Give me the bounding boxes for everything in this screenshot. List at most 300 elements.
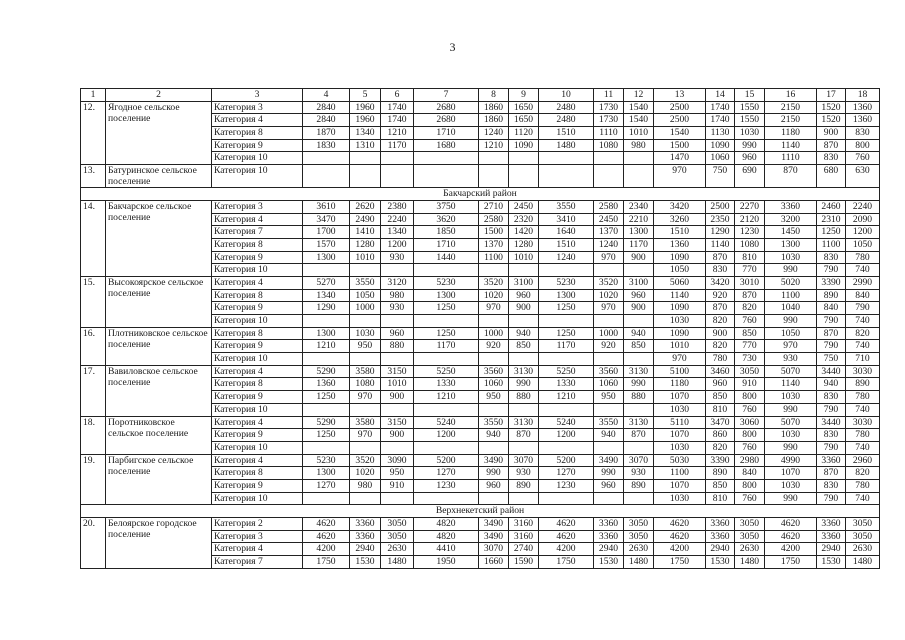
value-cell: 3050 xyxy=(735,518,765,531)
value-cell: 770 xyxy=(735,264,765,277)
value-cell xyxy=(624,152,654,165)
value-cell: 930 xyxy=(509,467,539,480)
value-cell: 3560 xyxy=(479,365,509,378)
value-cell: 4200 xyxy=(303,543,350,556)
value-cell: 3070 xyxy=(509,454,539,467)
value-cell xyxy=(539,165,594,188)
value-cell: 1860 xyxy=(479,114,509,127)
value-cell: 1140 xyxy=(765,139,817,152)
value-cell: 830 xyxy=(817,391,846,404)
value-cell: 3030 xyxy=(846,416,880,429)
value-cell: 1530 xyxy=(350,556,381,569)
value-cell: 1540 xyxy=(654,127,706,140)
settlement-name: Ягодное сельское поселение xyxy=(106,101,212,164)
value-cell: 900 xyxy=(817,127,846,140)
value-cell xyxy=(303,152,350,165)
table-row xyxy=(81,276,880,289)
value-cell: 5060 xyxy=(654,276,706,289)
category-cell: Категория 4 xyxy=(212,114,303,127)
row-number: 12. xyxy=(81,101,106,164)
table-row xyxy=(81,416,880,429)
value-cell: 2460 xyxy=(817,200,846,213)
value-cell: 740 xyxy=(846,492,880,505)
value-cell: 3050 xyxy=(381,518,414,531)
page-number: 3 xyxy=(449,40,456,54)
value-cell: 3120 xyxy=(381,276,414,289)
value-cell: 1250 xyxy=(817,226,846,239)
column-header: 6 xyxy=(381,89,414,102)
column-header: 5 xyxy=(350,89,381,102)
value-cell: 1480 xyxy=(624,556,654,569)
value-cell: 5250 xyxy=(539,365,594,378)
value-cell xyxy=(414,152,479,165)
value-cell: 780 xyxy=(846,479,880,492)
value-cell: 890 xyxy=(706,467,735,480)
value-cell xyxy=(303,264,350,277)
column-header: 13 xyxy=(654,89,706,102)
value-cell: 800 xyxy=(735,429,765,442)
value-cell: 1240 xyxy=(539,251,594,264)
value-cell: 3360 xyxy=(594,530,624,543)
value-cell xyxy=(479,264,509,277)
value-cell xyxy=(594,315,624,328)
value-cell: 5020 xyxy=(765,276,817,289)
row-number: 18. xyxy=(81,416,106,454)
value-cell: 2150 xyxy=(765,101,817,114)
value-cell: 1210 xyxy=(303,340,350,353)
value-cell: 830 xyxy=(817,429,846,442)
value-cell: 1730 xyxy=(594,114,624,127)
value-cell: 1110 xyxy=(765,152,817,165)
value-cell: 3100 xyxy=(624,276,654,289)
value-cell xyxy=(624,353,654,366)
value-cell: 3100 xyxy=(509,276,539,289)
data-table xyxy=(80,88,880,569)
value-cell xyxy=(594,165,624,188)
value-cell: 970 xyxy=(594,302,624,315)
value-cell: 710 xyxy=(846,353,880,366)
value-cell: 2680 xyxy=(414,101,479,114)
value-cell: 1050 xyxy=(654,264,706,277)
value-cell xyxy=(303,403,350,416)
value-cell: 1080 xyxy=(735,238,765,251)
value-cell: 1710 xyxy=(414,127,479,140)
value-cell: 1540 xyxy=(624,114,654,127)
value-cell: 3750 xyxy=(414,200,479,213)
value-cell: 3130 xyxy=(624,365,654,378)
value-cell: 890 xyxy=(817,289,846,302)
value-cell: 1290 xyxy=(303,302,350,315)
table-row xyxy=(81,518,880,531)
row-number: 14. xyxy=(81,200,106,276)
value-cell xyxy=(381,165,414,188)
value-cell: 940 xyxy=(509,327,539,340)
value-cell: 950 xyxy=(479,391,509,404)
table-row xyxy=(81,200,880,213)
column-header: 16 xyxy=(765,89,817,102)
value-cell: 1850 xyxy=(414,226,479,239)
table-row xyxy=(81,454,880,467)
category-cell: Категория 9 xyxy=(212,302,303,315)
value-cell: 5290 xyxy=(303,416,350,429)
value-cell: 4410 xyxy=(414,543,479,556)
value-cell: 1070 xyxy=(654,479,706,492)
value-cell: 940 xyxy=(624,327,654,340)
column-header: 9 xyxy=(509,89,539,102)
column-header: 8 xyxy=(479,89,509,102)
district-name: Верхнекетский район xyxy=(81,505,880,518)
value-cell: 1090 xyxy=(509,139,539,152)
value-cell xyxy=(381,152,414,165)
value-cell: 940 xyxy=(817,378,846,391)
value-cell: 1660 xyxy=(479,556,509,569)
value-cell xyxy=(479,152,509,165)
value-cell xyxy=(624,403,654,416)
value-cell: 2630 xyxy=(381,543,414,556)
value-cell: 1030 xyxy=(654,315,706,328)
category-cell: Категория 9 xyxy=(212,340,303,353)
value-cell: 1030 xyxy=(654,492,706,505)
value-cell: 4620 xyxy=(765,530,817,543)
value-cell: 1090 xyxy=(654,251,706,264)
value-cell xyxy=(509,165,539,188)
value-cell: 3130 xyxy=(509,365,539,378)
value-cell: 1100 xyxy=(817,238,846,251)
value-cell: 1440 xyxy=(414,251,479,264)
column-header: 18 xyxy=(846,89,880,102)
value-cell: 1030 xyxy=(765,251,817,264)
value-cell: 870 xyxy=(706,251,735,264)
value-cell: 1470 xyxy=(654,152,706,165)
header-row xyxy=(81,89,880,102)
value-cell: 5230 xyxy=(414,276,479,289)
value-cell: 5290 xyxy=(303,365,350,378)
value-cell: 1360 xyxy=(303,378,350,391)
value-cell: 990 xyxy=(509,378,539,391)
value-cell xyxy=(381,403,414,416)
value-cell: 990 xyxy=(765,441,817,454)
value-cell: 3200 xyxy=(765,213,817,226)
value-cell: 1590 xyxy=(509,556,539,569)
value-cell: 1300 xyxy=(539,289,594,302)
value-cell: 1290 xyxy=(706,226,735,239)
value-cell: 850 xyxy=(706,479,735,492)
value-cell: 990 xyxy=(765,403,817,416)
value-cell: 3440 xyxy=(817,365,846,378)
value-cell: 1360 xyxy=(654,238,706,251)
value-cell: 2310 xyxy=(817,213,846,226)
value-cell xyxy=(479,492,509,505)
category-cell: Категория 9 xyxy=(212,479,303,492)
value-cell xyxy=(509,403,539,416)
value-cell: 900 xyxy=(509,302,539,315)
category-cell: Категория 7 xyxy=(212,226,303,239)
value-cell: 820 xyxy=(846,467,880,480)
value-cell: 1170 xyxy=(414,340,479,353)
value-cell: 1510 xyxy=(539,238,594,251)
value-cell: 1860 xyxy=(479,101,509,114)
value-cell xyxy=(594,353,624,366)
value-cell: 2680 xyxy=(414,114,479,127)
value-cell: 990 xyxy=(624,378,654,391)
value-cell: 1540 xyxy=(624,101,654,114)
value-cell: 2450 xyxy=(594,213,624,226)
value-cell xyxy=(381,264,414,277)
value-cell: 820 xyxy=(706,315,735,328)
value-cell: 1420 xyxy=(509,226,539,239)
value-cell: 4990 xyxy=(765,454,817,467)
value-cell: 960 xyxy=(735,152,765,165)
value-cell: 790 xyxy=(817,492,846,505)
value-cell xyxy=(479,353,509,366)
value-cell: 1210 xyxy=(381,127,414,140)
value-cell: 1530 xyxy=(706,556,735,569)
value-cell: 2090 xyxy=(846,213,880,226)
value-cell xyxy=(414,403,479,416)
value-cell: 1090 xyxy=(706,139,735,152)
value-cell: 1010 xyxy=(624,127,654,140)
value-cell: 2980 xyxy=(735,454,765,467)
category-cell: Категория 9 xyxy=(212,139,303,152)
value-cell: 1300 xyxy=(414,289,479,302)
value-cell xyxy=(509,492,539,505)
value-cell: 760 xyxy=(735,315,765,328)
value-cell: 1020 xyxy=(479,289,509,302)
value-cell: 3390 xyxy=(817,276,846,289)
value-cell: 1300 xyxy=(303,251,350,264)
value-cell: 870 xyxy=(706,302,735,315)
value-cell xyxy=(479,403,509,416)
value-cell: 2240 xyxy=(846,200,880,213)
value-cell: 1410 xyxy=(350,226,381,239)
value-cell: 3150 xyxy=(381,365,414,378)
value-cell: 1330 xyxy=(414,378,479,391)
value-cell: 3070 xyxy=(479,543,509,556)
value-cell: 1570 xyxy=(303,238,350,251)
column-header: 12 xyxy=(624,89,654,102)
value-cell: 950 xyxy=(594,391,624,404)
value-cell: 940 xyxy=(594,429,624,442)
value-cell: 1250 xyxy=(414,327,479,340)
value-cell: 780 xyxy=(706,353,735,366)
value-cell xyxy=(509,353,539,366)
value-cell xyxy=(509,152,539,165)
value-cell: 2240 xyxy=(381,213,414,226)
value-cell: 1370 xyxy=(594,226,624,239)
value-cell: 3360 xyxy=(706,518,735,531)
value-cell xyxy=(381,353,414,366)
value-cell: 4620 xyxy=(654,530,706,543)
column-header: 15 xyxy=(735,89,765,102)
value-cell: 1050 xyxy=(846,238,880,251)
value-cell xyxy=(414,353,479,366)
value-cell xyxy=(381,492,414,505)
value-cell xyxy=(594,152,624,165)
value-cell xyxy=(624,264,654,277)
value-cell: 1500 xyxy=(654,139,706,152)
value-cell: 950 xyxy=(350,340,381,353)
value-cell: 820 xyxy=(706,340,735,353)
value-cell: 1030 xyxy=(735,127,765,140)
value-cell: 1360 xyxy=(846,101,880,114)
value-cell: 1530 xyxy=(594,556,624,569)
value-cell: 4820 xyxy=(414,530,479,543)
value-cell: 830 xyxy=(817,479,846,492)
value-cell xyxy=(539,353,594,366)
value-cell: 3050 xyxy=(624,530,654,543)
value-cell: 1140 xyxy=(765,378,817,391)
value-cell: 1170 xyxy=(539,340,594,353)
value-cell: 3360 xyxy=(765,200,817,213)
value-cell: 3130 xyxy=(509,416,539,429)
value-cell: 2940 xyxy=(594,543,624,556)
category-cell: Категория 10 xyxy=(212,441,303,454)
value-cell: 3440 xyxy=(817,416,846,429)
value-cell: 1020 xyxy=(350,467,381,480)
settlement-name: Белоярское городское поселение xyxy=(106,518,212,569)
category-cell: Категория 4 xyxy=(212,276,303,289)
value-cell: 1010 xyxy=(381,378,414,391)
value-cell: 3520 xyxy=(350,454,381,467)
value-cell: 2840 xyxy=(303,101,350,114)
value-cell: 3050 xyxy=(735,530,765,543)
value-cell: 810 xyxy=(706,403,735,416)
value-cell: 930 xyxy=(381,302,414,315)
value-cell: 790 xyxy=(817,441,846,454)
value-cell: 990 xyxy=(765,264,817,277)
value-cell: 1250 xyxy=(303,429,350,442)
value-cell: 1480 xyxy=(735,556,765,569)
column-header: 1 xyxy=(81,89,106,102)
value-cell: 1650 xyxy=(509,101,539,114)
value-cell: 3160 xyxy=(509,530,539,543)
value-cell: 1200 xyxy=(846,226,880,239)
value-cell: 2500 xyxy=(654,101,706,114)
category-cell: Категория 3 xyxy=(212,530,303,543)
value-cell: 3090 xyxy=(381,454,414,467)
category-cell: Категория 4 xyxy=(212,365,303,378)
value-cell: 3610 xyxy=(303,200,350,213)
value-cell xyxy=(479,315,509,328)
value-cell: 1010 xyxy=(654,340,706,353)
value-cell: 1210 xyxy=(539,391,594,404)
value-cell: 1000 xyxy=(479,327,509,340)
value-cell: 3360 xyxy=(817,454,846,467)
value-cell: 1280 xyxy=(350,238,381,251)
value-cell: 3050 xyxy=(846,530,880,543)
value-cell: 1030 xyxy=(765,429,817,442)
value-cell: 820 xyxy=(735,302,765,315)
value-cell: 3390 xyxy=(706,454,735,467)
value-cell: 970 xyxy=(594,251,624,264)
value-cell: 1130 xyxy=(706,127,735,140)
value-cell: 2320 xyxy=(509,213,539,226)
value-cell: 2990 xyxy=(846,276,880,289)
value-cell: 2500 xyxy=(706,200,735,213)
value-cell: 840 xyxy=(817,302,846,315)
value-cell: 2960 xyxy=(846,454,880,467)
value-cell xyxy=(350,152,381,165)
value-cell: 3470 xyxy=(706,416,735,429)
value-cell: 2480 xyxy=(539,114,594,127)
row-number: 19. xyxy=(81,454,106,505)
value-cell: 1340 xyxy=(350,127,381,140)
value-cell: 1480 xyxy=(539,139,594,152)
value-cell: 930 xyxy=(624,467,654,480)
value-cell: 1520 xyxy=(817,101,846,114)
value-cell: 1230 xyxy=(735,226,765,239)
value-cell xyxy=(539,441,594,454)
value-cell: 630 xyxy=(846,165,880,188)
value-cell: 3360 xyxy=(817,518,846,531)
value-cell: 920 xyxy=(706,289,735,302)
value-cell: 1070 xyxy=(765,467,817,480)
row-number: 16. xyxy=(81,327,106,365)
value-cell: 960 xyxy=(706,378,735,391)
value-cell: 5230 xyxy=(539,276,594,289)
value-cell: 4620 xyxy=(539,518,594,531)
settlement-name: Батуринское сельское поселение xyxy=(106,165,212,188)
value-cell: 3490 xyxy=(479,454,509,467)
value-cell: 5200 xyxy=(414,454,479,467)
value-cell: 1070 xyxy=(654,391,706,404)
value-cell: 1010 xyxy=(350,251,381,264)
value-cell: 4620 xyxy=(654,518,706,531)
value-cell: 4200 xyxy=(765,543,817,556)
value-cell: 980 xyxy=(381,289,414,302)
column-header: 10 xyxy=(539,89,594,102)
value-cell: 1000 xyxy=(594,327,624,340)
value-cell: 960 xyxy=(479,479,509,492)
value-cell: 3410 xyxy=(539,213,594,226)
value-cell: 5250 xyxy=(414,365,479,378)
value-cell: 690 xyxy=(735,165,765,188)
category-cell: Категория 3 xyxy=(212,200,303,213)
category-cell: Категория 4 xyxy=(212,213,303,226)
table-row xyxy=(81,165,880,188)
table-row xyxy=(81,327,880,340)
value-cell: 1240 xyxy=(479,127,509,140)
value-cell: 1280 xyxy=(509,238,539,251)
value-cell: 830 xyxy=(817,152,846,165)
value-cell: 800 xyxy=(735,391,765,404)
value-cell: 900 xyxy=(706,327,735,340)
value-cell: 1050 xyxy=(765,327,817,340)
value-cell: 2210 xyxy=(624,213,654,226)
value-cell: 1000 xyxy=(350,302,381,315)
value-cell: 1340 xyxy=(381,226,414,239)
value-cell: 1270 xyxy=(303,479,350,492)
settlement-name: Плотниковское сельское поселение xyxy=(106,327,212,365)
value-cell: 840 xyxy=(735,467,765,480)
value-cell: 1480 xyxy=(846,556,880,569)
value-cell: 5230 xyxy=(303,454,350,467)
value-cell: 2380 xyxy=(381,200,414,213)
value-cell: 880 xyxy=(381,340,414,353)
value-cell: 3420 xyxy=(654,200,706,213)
value-cell xyxy=(624,165,654,188)
value-cell xyxy=(594,441,624,454)
value-cell: 910 xyxy=(381,479,414,492)
settlement-name: Поротниковское сельское поселение xyxy=(106,416,212,454)
value-cell: 870 xyxy=(509,429,539,442)
value-cell: 1530 xyxy=(817,556,846,569)
category-cell: Категория 8 xyxy=(212,289,303,302)
value-cell: 3150 xyxy=(381,416,414,429)
value-cell xyxy=(594,264,624,277)
column-header: 11 xyxy=(594,89,624,102)
value-cell xyxy=(509,441,539,454)
